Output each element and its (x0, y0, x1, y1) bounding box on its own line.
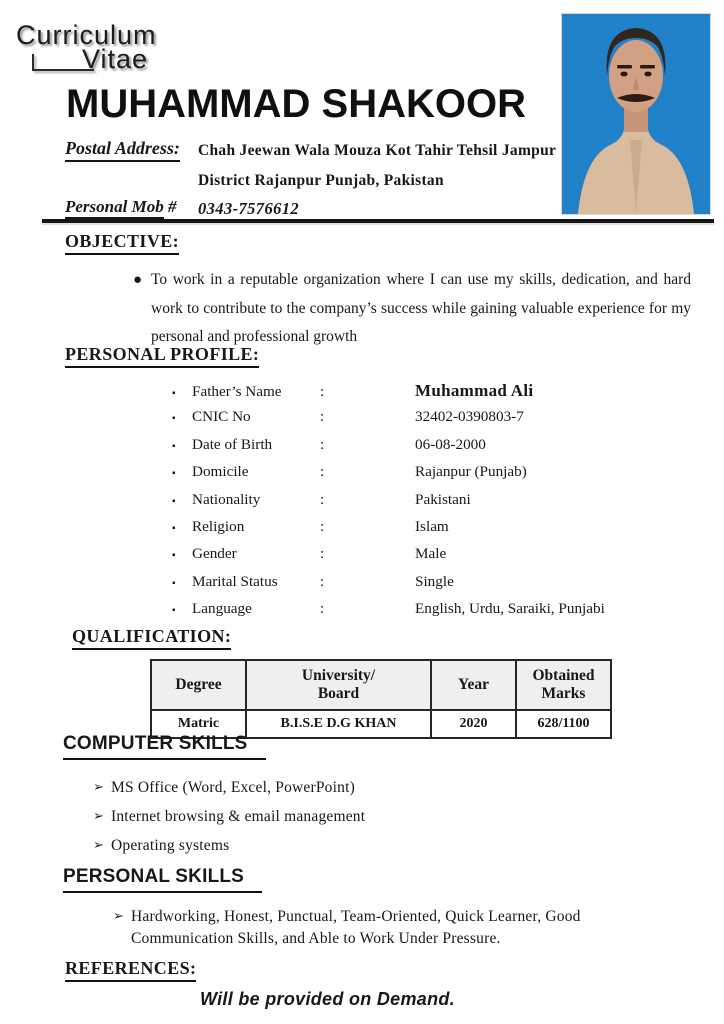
bullet-square-icon: ▪ (172, 605, 176, 617)
bullet-square-icon: ▪ (172, 468, 176, 480)
header-divider (42, 219, 714, 223)
skill-item (93, 831, 683, 860)
profile-label: Domicile (192, 463, 249, 481)
profile-value: 06-08-2000 (415, 435, 486, 453)
personal-mob-value: 0343-7576612 (198, 199, 300, 218)
table-cell: Matric (151, 710, 246, 738)
section-personal-skills (63, 866, 703, 950)
profile-label: Marital Status (192, 572, 278, 590)
personal-profile-heading: PERSONAL PROFILE: (65, 344, 259, 368)
table-cell: 2020 (431, 710, 516, 738)
qualification-heading: QUALIFICATION: (72, 626, 231, 650)
objective-text: To work in a reputable organization where I can use my skills, dedication, and hard work to contribute to the company’s success while gaining valuable experience for my personal and professional growth (151, 271, 691, 345)
profile-colon: : (320, 572, 325, 590)
hash-sign: # (163, 197, 177, 216)
logo-text-vitae: Vitae (82, 44, 149, 74)
profile-row (65, 381, 705, 408)
objective-item (65, 266, 705, 352)
profile-colon: : (320, 490, 325, 508)
personal-mob-label: Personal Mob # (65, 197, 176, 217)
profile-colon: : (320, 600, 325, 618)
skill-text: Internet browsing & email management (111, 808, 366, 825)
references-text: Will be provided on Demand. (200, 989, 455, 1009)
bullet-square-icon: ▪ (172, 388, 176, 399)
profile-label: Religion (192, 517, 245, 535)
table-header-cell: University/ Board (246, 660, 431, 710)
arrow-bullet-icon: ➢ (113, 909, 124, 924)
cv-logo (16, 20, 206, 75)
bullet-square-icon: ▪ (172, 577, 176, 589)
profile-label: Nationality (192, 490, 261, 508)
personal-skills-list (63, 906, 703, 950)
profile-label: Language (192, 600, 252, 618)
section-personal-profile (65, 344, 705, 628)
logo-bracket-line (32, 54, 94, 71)
profile-label: Date of Birth (192, 435, 273, 453)
section-computer-skills (63, 733, 683, 860)
table-header-cell: Degree (151, 660, 246, 710)
table-cell: B.I.S.E D.G KHAN (246, 710, 431, 738)
profile-colon: : (320, 383, 325, 400)
profile-row (65, 518, 705, 545)
skill-text: Hardworking, Honest, Punctual, Team-Oriented, Quick Learner, Good Communication Skills, and Able to Work Under Pressure. (131, 908, 581, 947)
profile-value: English, Urdu, Saraiki, Punjabi (415, 600, 605, 618)
section-objective (65, 231, 705, 352)
profile-value: Islam (415, 517, 449, 535)
skill-item (93, 773, 683, 802)
profile-value: Pakistani (415, 490, 471, 508)
profile-value: Male (415, 545, 447, 563)
table-header-cell: Year (431, 660, 516, 710)
candidate-name: MUHAMMAD SHAKOOR (66, 82, 526, 126)
logo-text-curriculum: Curriculum (16, 20, 157, 50)
postal-address-label: Postal Address: (65, 138, 180, 162)
postal-address-line1: Chah Jeewan Wala Mouza Kot Tahir Tehsil Jampur (198, 142, 557, 159)
profile-row (65, 408, 705, 435)
bullet-square-icon: ▪ (172, 440, 176, 452)
profile-value: Rajanpur (Punjab) (415, 463, 527, 481)
skill-text: Operating systems (111, 837, 230, 854)
postal-address-line2: District Rajanpur Punjab, Pakistan (198, 172, 444, 189)
profile-colon: : (320, 408, 325, 426)
profile-label: Gender (192, 545, 237, 563)
bullet-dot-icon: ● (133, 272, 143, 288)
computer-skills-list (63, 773, 683, 860)
profile-row (65, 545, 705, 572)
profile-label: CNIC No (192, 408, 251, 426)
section-references (65, 958, 665, 1010)
bullet-square-icon: ▪ (172, 495, 176, 507)
profile-value: Muhammad Ali (415, 381, 534, 400)
skill-text: MS Office (Word, Excel, PowerPoint) (111, 779, 355, 796)
profile-colon: : (320, 435, 325, 453)
references-heading: REFERENCES: (65, 958, 196, 982)
objective-heading: OBJECTIVE: (65, 231, 179, 255)
profile-colon: : (320, 463, 325, 481)
computer-skills-heading: COMPUTER SKILLS (63, 733, 266, 760)
profile-row (65, 600, 705, 627)
profile-row (65, 436, 705, 463)
bullet-square-icon: ▪ (172, 550, 176, 562)
table-header-cell: Obtained Marks (516, 660, 611, 710)
profile-rows (65, 381, 705, 628)
section-qualification (72, 626, 692, 739)
profile-row (65, 463, 705, 490)
arrow-bullet-icon: ➢ (93, 809, 104, 824)
skill-item (113, 906, 703, 950)
profile-label: Father’s Name (192, 383, 282, 400)
arrow-bullet-icon: ➢ (93, 780, 104, 795)
profile-row (65, 573, 705, 600)
profile-colon: : (320, 517, 325, 535)
arrow-bullet-icon: ➢ (93, 838, 104, 853)
portrait-illustration (562, 14, 710, 214)
qualification-table (150, 659, 612, 739)
bullet-square-icon: ▪ (172, 522, 176, 534)
profile-value: 32402-0390803-7 (415, 408, 524, 426)
profile-value: Single (415, 572, 454, 590)
table-cell: 628/1100 (516, 710, 611, 738)
skill-item (93, 802, 683, 831)
profile-photo (562, 14, 710, 214)
profile-colon: : (320, 545, 325, 563)
table-header-row (151, 660, 611, 710)
profile-row (65, 491, 705, 518)
bullet-square-icon: ▪ (172, 413, 176, 425)
personal-skills-heading: PERSONAL SKILLS (63, 866, 262, 893)
